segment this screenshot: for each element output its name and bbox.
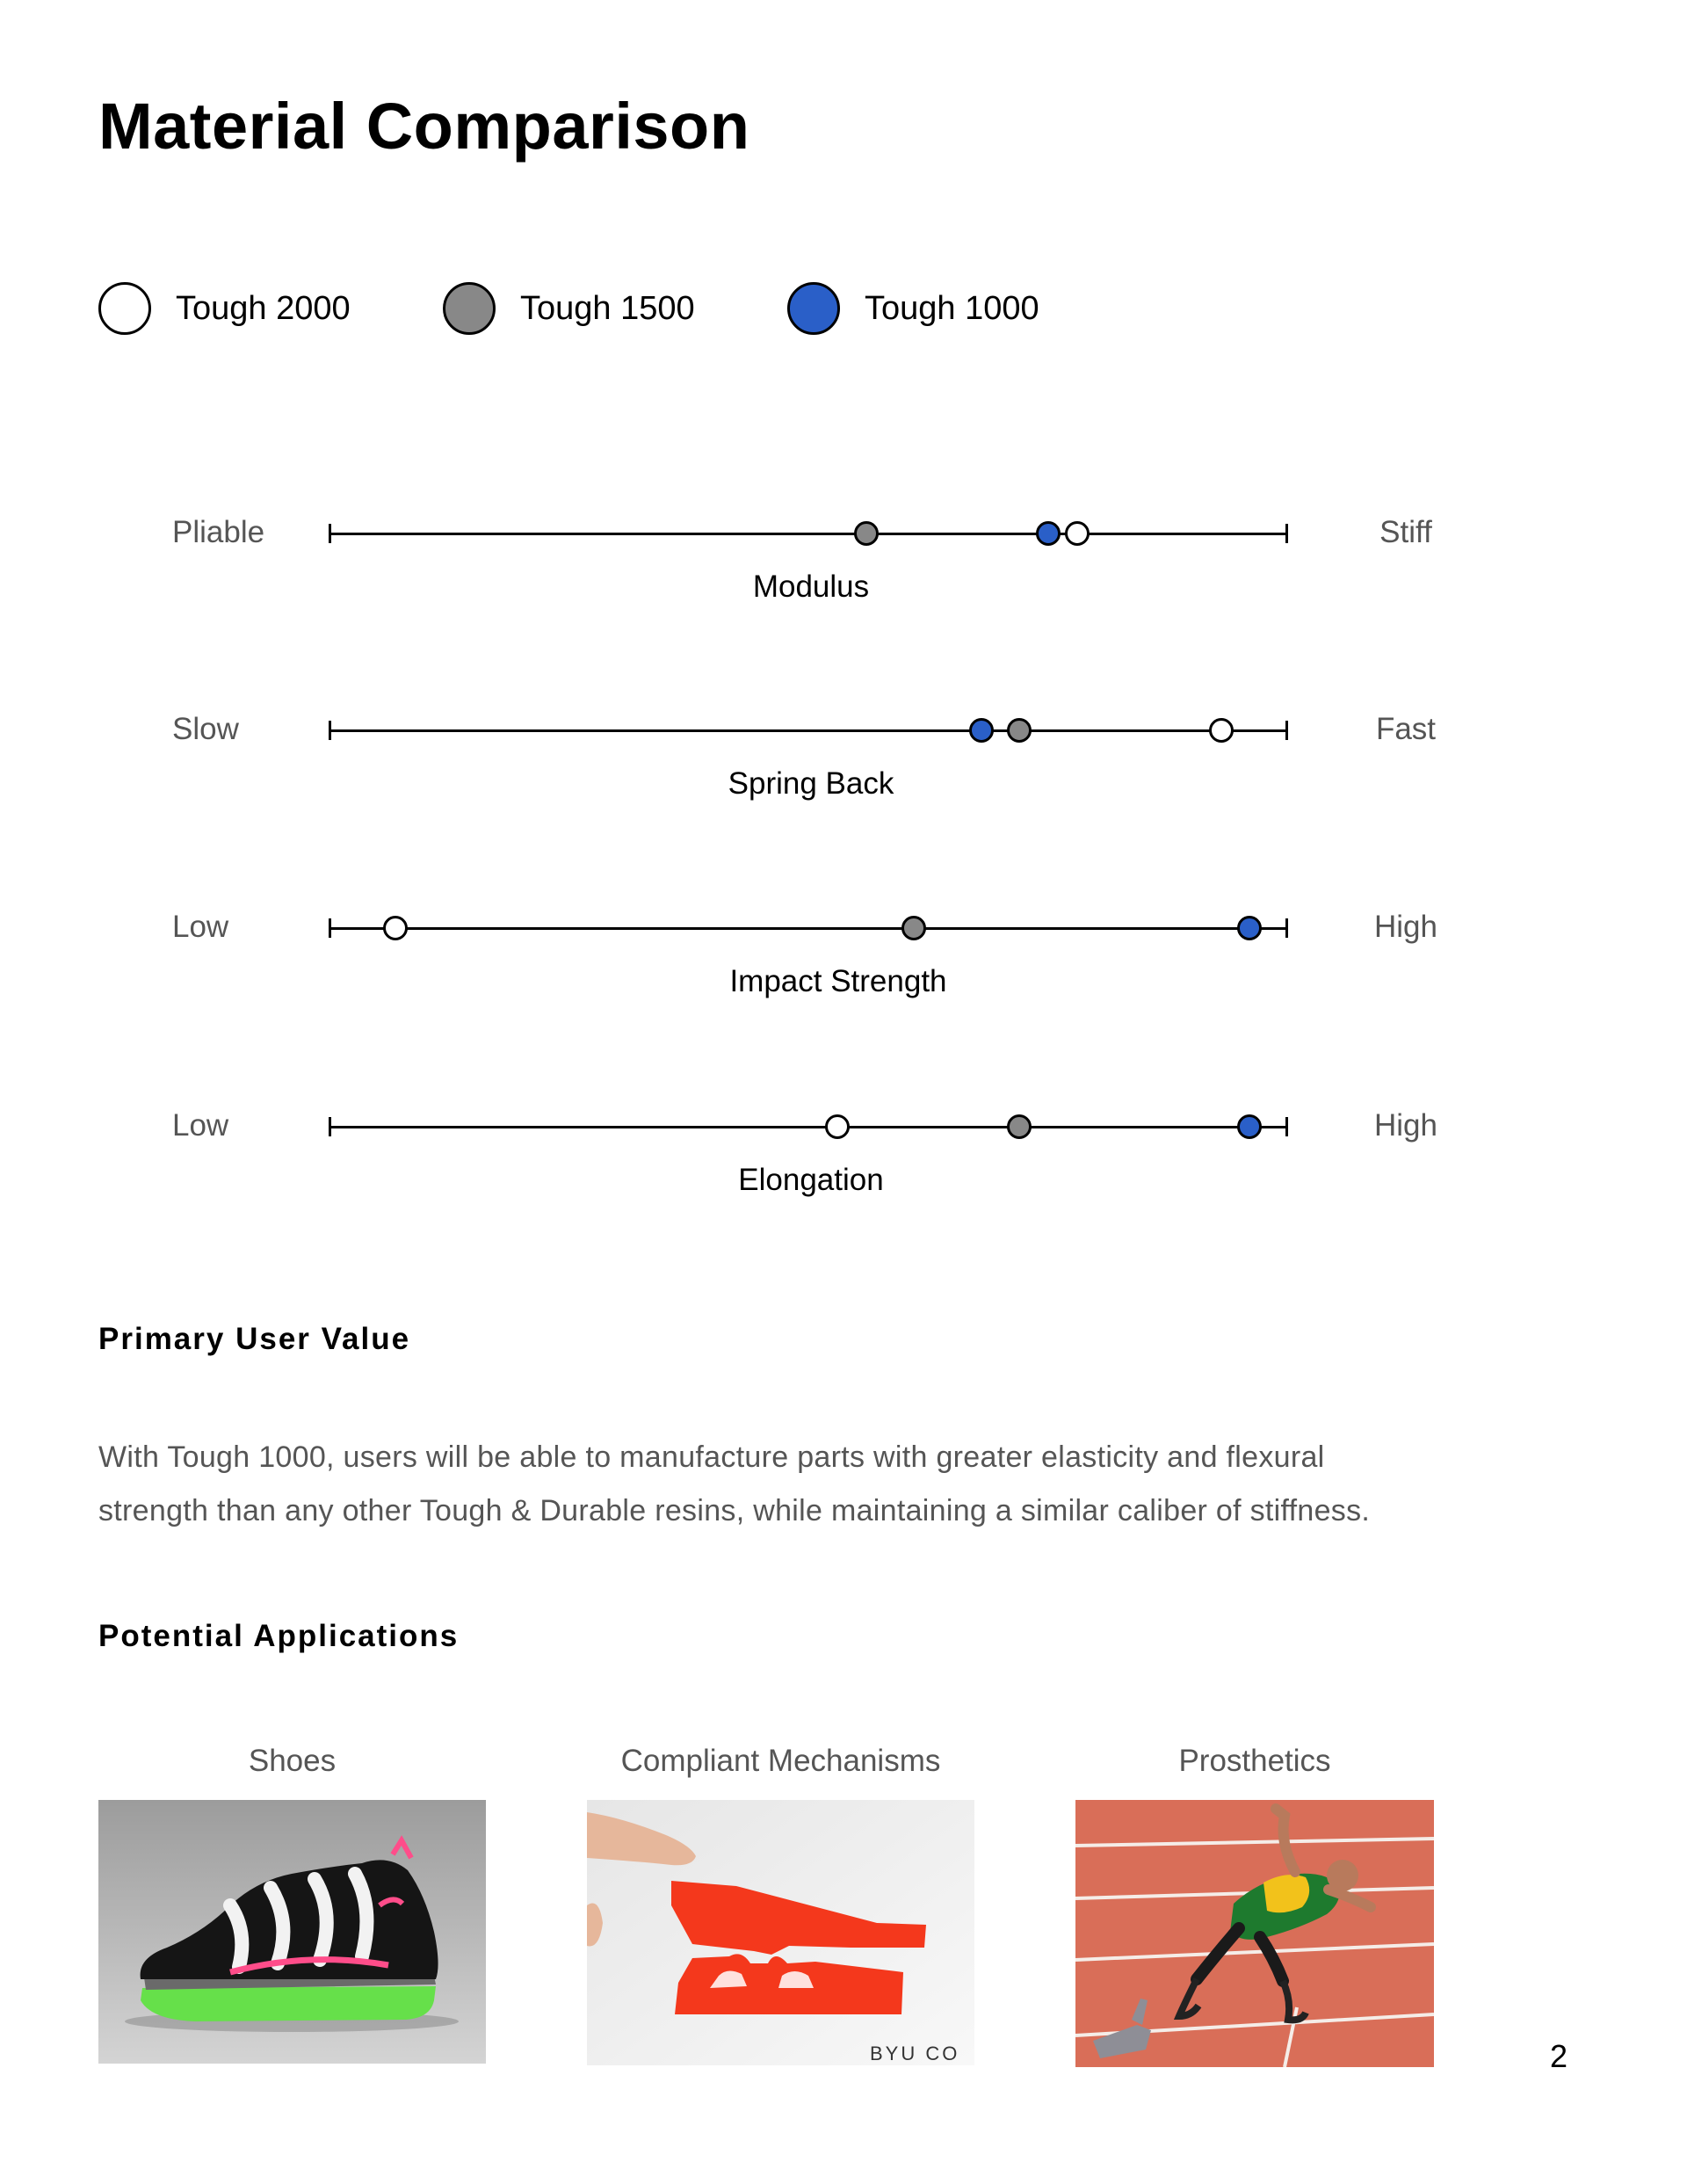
scale-track (329, 715, 1288, 745)
legend-item-tough-2000 (98, 279, 351, 337)
body-line: strength than any other Tough & Durable resins, while maintaining a similar caliber of stiffness. (98, 1494, 1371, 1527)
marker-tough-1500 (854, 521, 879, 546)
scale-name: Modulus (752, 570, 870, 604)
legend-swatch-gray (443, 282, 496, 335)
prosthetics-illustration (1075, 1800, 1434, 2067)
scale-low-label: Low (172, 910, 229, 944)
track-start-tick (329, 1117, 331, 1136)
track-start-tick (329, 524, 331, 543)
marker-tough-1000 (1036, 521, 1061, 546)
shoe-image (98, 1800, 486, 2064)
scale-modulus (0, 517, 1687, 649)
marker-tough-1000 (1237, 916, 1262, 940)
legend-label: Tough 1000 (865, 290, 1039, 327)
prosthetics-image (1075, 1800, 1434, 2067)
scale-low-label: Low (172, 1108, 229, 1143)
track-end-tick (1285, 721, 1288, 740)
scale-track (329, 913, 1288, 943)
marker-tough-2000 (1065, 521, 1090, 546)
scale-elongation (0, 1110, 1687, 1242)
primary-user-value-text (98, 1431, 1592, 1538)
compliant-mechanism-illustration (587, 1800, 974, 2065)
legend-swatch-blue (787, 282, 840, 335)
scale-name: Impact Strength (729, 964, 947, 998)
legend-swatch-white (98, 282, 151, 335)
track-start-tick (329, 918, 331, 938)
marker-tough-1500 (901, 916, 926, 940)
track-line (329, 729, 1288, 732)
image-caption-text: BYU CO (870, 2043, 960, 2064)
section-heading-potential-applications: Potential Applications (98, 1619, 460, 1653)
scale-track (329, 1112, 1288, 1142)
marker-tough-1500 (1007, 1114, 1032, 1139)
scale-track (329, 519, 1288, 548)
scale-high-label: High (1374, 910, 1437, 944)
scale-high-label: Fast (1375, 712, 1437, 746)
scale-name: Elongation (738, 1163, 884, 1197)
marker-tough-1000 (969, 718, 994, 743)
scale-high-label: High (1374, 1108, 1437, 1143)
scale-high-label: Stiff (1379, 515, 1432, 549)
scale-spring-back (0, 714, 1687, 845)
legend-label: Tough 1500 (520, 290, 695, 327)
track-end-tick (1285, 524, 1288, 543)
marker-tough-2000 (1209, 718, 1234, 743)
page-number: 2 (1550, 2038, 1568, 2074)
shoe-illustration (98, 1800, 486, 2064)
track-end-tick (1285, 918, 1288, 938)
marker-tough-2000 (825, 1114, 850, 1139)
application-label-prosthetics: Prosthetics (1178, 1744, 1331, 1778)
track-line (329, 927, 1288, 930)
marker-tough-1500 (1007, 718, 1032, 743)
page-title: Material Comparison (98, 90, 750, 163)
body-line: With Tough 1000, users will be able to manufacture parts with greater elasticity and flexural (98, 1440, 1325, 1474)
scale-low-label: Pliable (172, 515, 265, 549)
marker-tough-2000 (383, 916, 408, 940)
track-line (329, 1126, 1288, 1128)
marker-tough-1000 (1237, 1114, 1262, 1139)
legend-label: Tough 2000 (176, 290, 351, 327)
track-line (329, 533, 1288, 535)
legend-item-tough-1500 (443, 279, 695, 337)
track-start-tick (329, 721, 331, 740)
track-end-tick (1285, 1117, 1288, 1136)
scale-impact-strength (0, 911, 1687, 1043)
application-label-compliant-mechanisms: Compliant Mechanisms (620, 1744, 941, 1778)
scale-name: Spring Back (728, 766, 894, 801)
application-label-shoes: Shoes (248, 1744, 337, 1778)
section-heading-primary-user-value: Primary User Value (98, 1322, 411, 1356)
scale-low-label: Slow (172, 712, 239, 746)
legend-item-tough-1000 (787, 279, 1039, 337)
compliant-mechanism-image (587, 1800, 974, 2065)
